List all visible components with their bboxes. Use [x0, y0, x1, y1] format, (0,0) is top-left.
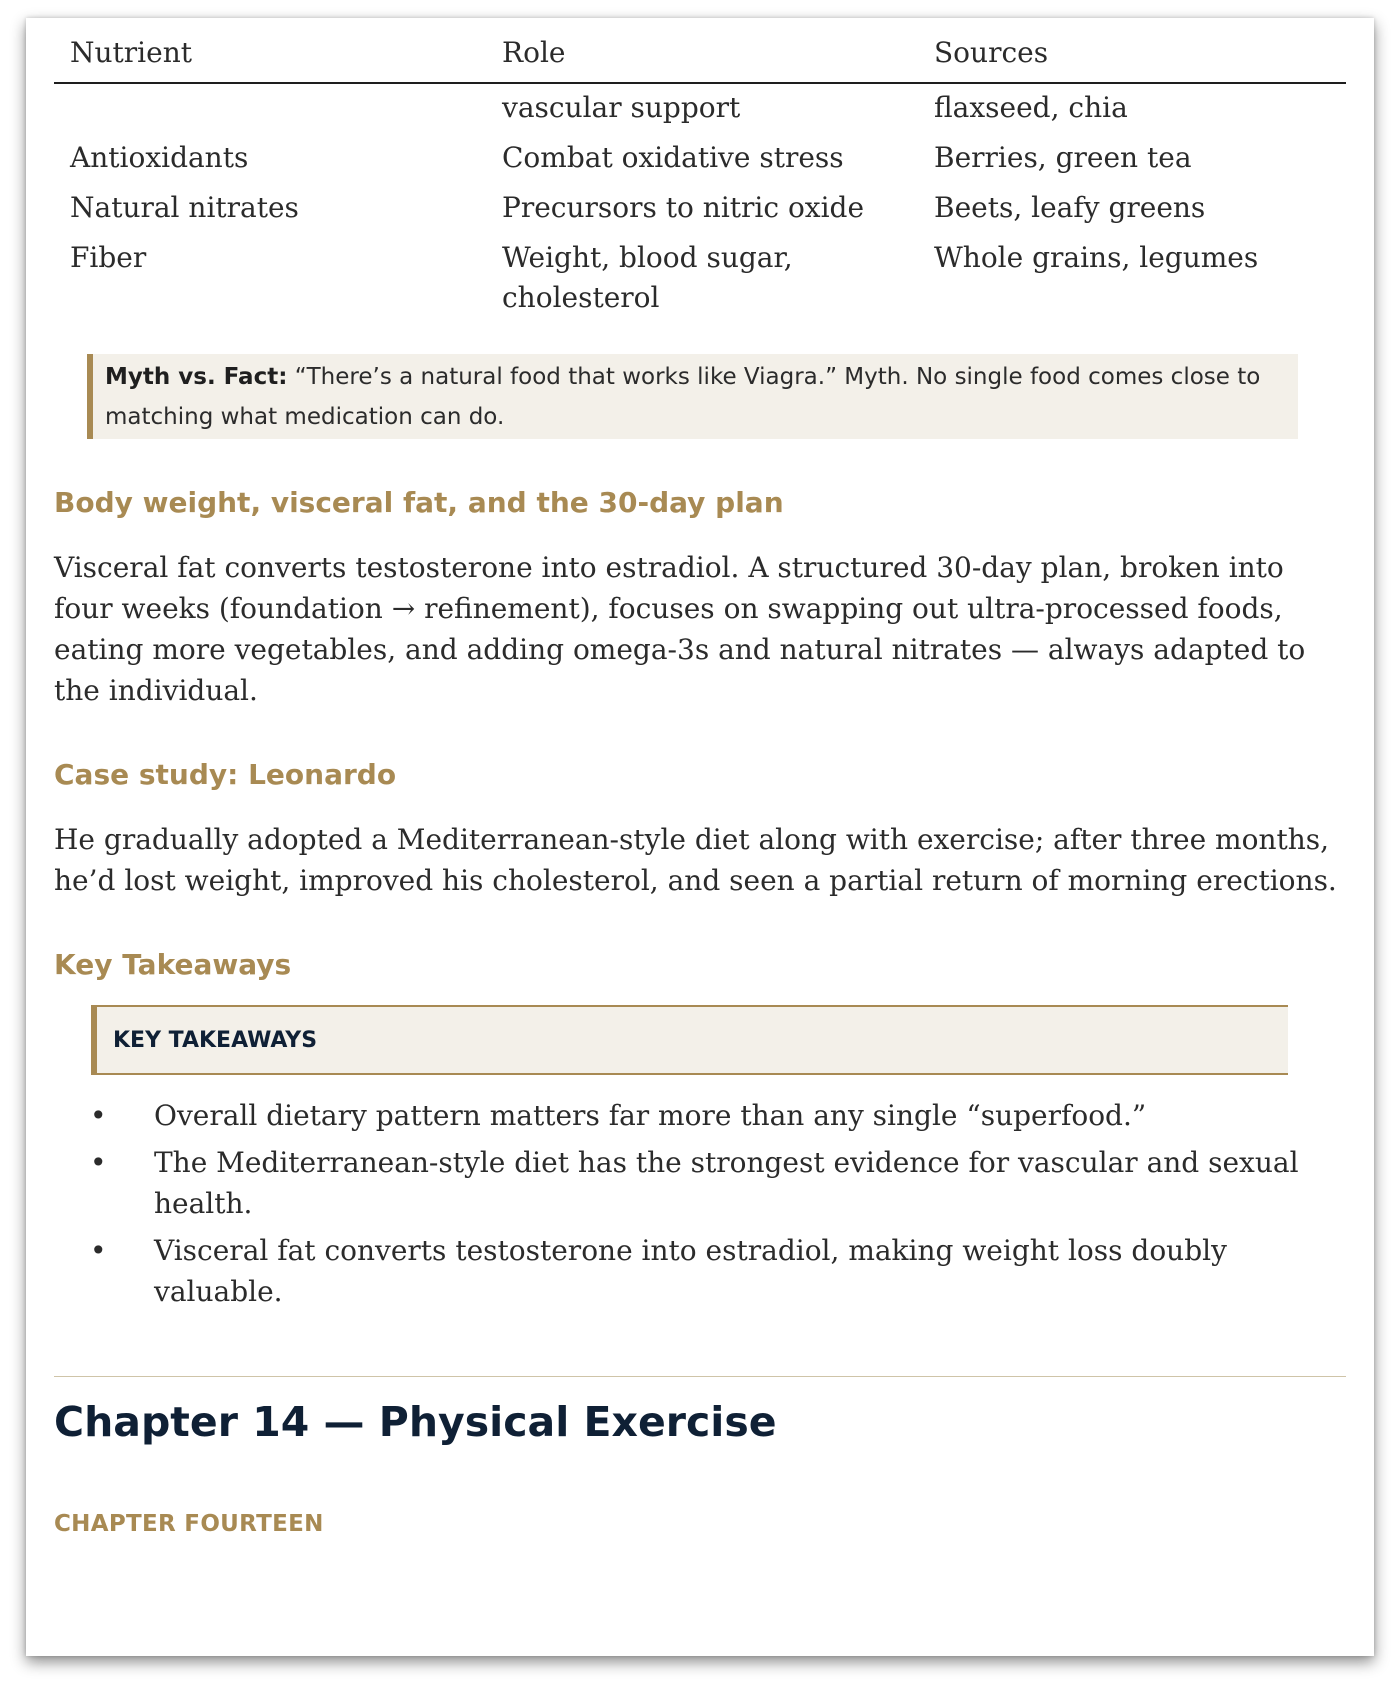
table-cell: Precursors to nitric oxide [502, 191, 865, 224]
myth-label: Myth vs. Fact: [105, 364, 288, 390]
section-heading-key-takeaways: Key Takeaways [54, 948, 292, 981]
table-cell: Berries, green tea [934, 141, 1192, 174]
section-heading-case-study: Case study: Leonardo [54, 758, 397, 791]
page-content [54, 18, 1346, 1537]
chapter-divider [54, 1376, 1346, 1377]
table-row [54, 184, 1346, 234]
bullet-icon: • [90, 1146, 107, 1179]
table-header-row [54, 36, 1346, 83]
table-cell [54, 83, 486, 134]
table-cell: Fiber [70, 241, 147, 274]
list-item-text: The Mediterranean-style diet has the strongest evidence for vascular and sexual health. [154, 1146, 1299, 1220]
key-takeaways-box-title: KEY TAKEAWAYS [113, 1027, 318, 1053]
table-cell: Beets, leafy greens [934, 191, 1206, 224]
table-row [54, 83, 1346, 134]
list-item [54, 1095, 1346, 1136]
chapter-title: Chapter 14 — Physical Exercise [54, 1398, 777, 1446]
myth-vs-fact-callout [87, 354, 1298, 439]
table-cell: Whole grains, legumes [934, 241, 1259, 274]
table-cell: Weight, blood sugar, cholesterol [502, 241, 793, 314]
table-header-nutrient: Nutrient [54, 36, 486, 83]
section-body-case-study: He gradually adopted a Mediterranean-style diet along with exercise; after three months, he’d lost weight, improved his cholesterol, and seen a partial return of morning erections. [54, 823, 1337, 897]
section-body-body-weight: Visceral fat converts testosterone into estradiol. A structured 30-day plan, broken into four weeks (foundation → refinement), focuses on swapping out ultra-processed foods, eating more vegetables, and adding omega-3s and natural nitrates — always adapted to the individual. [54, 551, 1306, 707]
table-header-sources: Sources [918, 36, 1346, 83]
bullet-icon: • [90, 1234, 107, 1267]
table-row [54, 134, 1346, 184]
table-cell: vascular support [502, 91, 741, 124]
table-cell: flaxseed, chia [934, 91, 1128, 124]
list-item [54, 1230, 1346, 1312]
table-cell: Natural nitrates [70, 191, 299, 224]
table-cell: Combat oxidative stress [502, 141, 844, 174]
chapter-label: CHAPTER FOURTEEN [54, 1511, 324, 1537]
document-page [26, 18, 1374, 1656]
myth-text: “There’s a natural food that works like Viagra.” Myth. No single food comes close to matching what medication can do. [105, 364, 1261, 430]
bullet-icon: • [90, 1099, 107, 1132]
table-row [54, 234, 1346, 324]
key-takeaways-box [91, 1005, 1288, 1075]
list-item-text: Visceral fat converts testosterone into estradiol, making weight loss doubly valuable. [154, 1234, 1227, 1308]
nutrient-table [54, 36, 1346, 324]
list-item-text: Overall dietary pattern matters far more than any single “superfood.” [154, 1099, 1147, 1132]
key-takeaways-list [54, 1095, 1346, 1312]
section-heading-body-weight: Body weight, visceral fat, and the 30-day plan [54, 486, 784, 519]
table-cell: Antioxidants [70, 141, 249, 174]
table-header-role: Role [486, 36, 918, 83]
list-item [54, 1142, 1346, 1224]
